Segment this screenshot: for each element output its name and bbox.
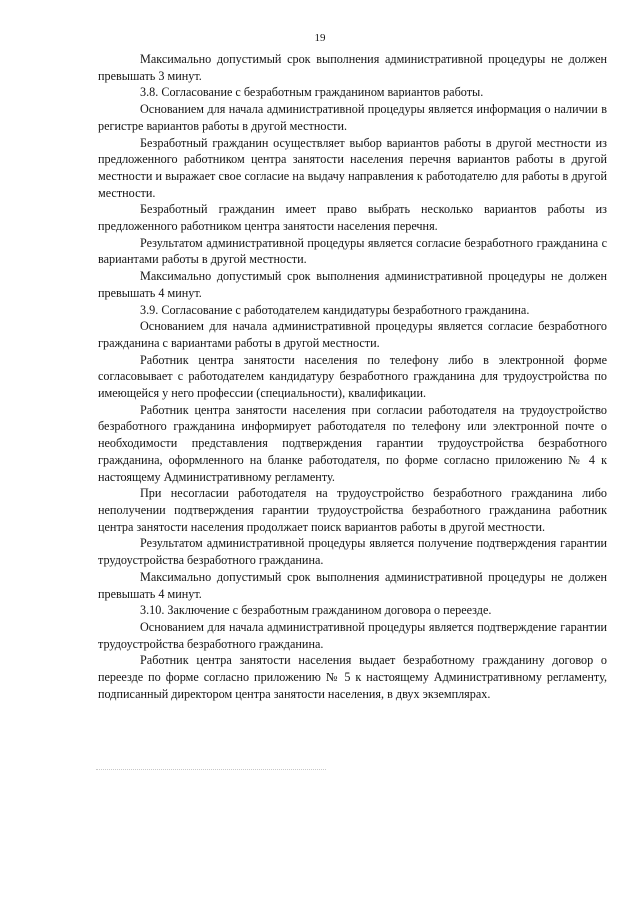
paragraph-relocation-contract: Работник центра занятости населения выдает безработному гражданину договор о переезде по форме согласно приложению № 5 к настоящему Административному регламенту, подписанный директором центра занятости населения, в двух экземплярах. [98, 653, 607, 701]
page-body [98, 51, 607, 702]
paragraph-choice-of-options: Безработный гражданин осуществляет выбор вариантов работы в другой местности из предложенного работником центра занятости населения перечня вариантов работы в другой местности и выражает свое согласие на выдачу направления к работодателю для работы в другой местности. [98, 135, 607, 200]
paragraph-right-to-choose: Безработный гражданин имеет право выбрать несколько вариантов работы из предложенного работником центра занятости населения перечня. [98, 202, 607, 234]
paragraph-employer-consent: Работник центра занятости населения при согласии работодателя на трудоустройство безработного гражданина информирует работодателя по телефону или электронной почте о необходимости представления подтверждения гарантии трудоустройства безработного гражданина, оформленного на бланке работодателя, по форме согласно приложению № 4 к настоящему Административному регламенту. [98, 402, 607, 484]
section-heading-3-9: 3.9. Согласование с работодателем кандидатуры безработного гражданина. [140, 302, 530, 317]
scan-artifact-line [96, 769, 326, 770]
paragraph-basis-3-9: Основанием для начала административной процедуры является согласие безработного гражданина с вариантами работы в другой местности. [98, 319, 607, 350]
paragraph-employer-refusal: При несогласии работодателя на трудоустройство безработного гражданина либо неполучении подтверждения гарантии трудоустройства безработного гражданина работник центра занятости населения продолжает поиск вариантов работы в другой местности. [98, 486, 607, 534]
paragraph-max-time-3-min: Максимально допустимый срок выполнения административной процедуры не должен превышать 3 минут. [98, 52, 607, 83]
page-number: 19 [314, 32, 326, 44]
paragraph-basis-3-10: Основанием для начала административной процедуры является подтверждение гарантии трудоустройства безработного гражданина. [98, 619, 607, 651]
paragraph-basis-3-8: Основанием для начала административной процедуры является информация о наличии в регистре вариантов работы в другой местности. [98, 102, 607, 133]
section-heading-3-8: 3.8. Согласование с безработным гражданином вариантов работы. [140, 85, 484, 100]
paragraph-result-3-8: Результатом административной процедуры является согласие безработного гражданина с вариантами работы в другой местности. [98, 235, 607, 267]
paragraph-result-3-9: Результатом административной процедуры является получение подтверждения гарантии трудоустройства безработного гражданина. [98, 536, 607, 568]
paragraph-max-time-4-min: Максимально допустимый срок выполнения административной процедуры не должен превышать 4 минут. [98, 269, 607, 300]
paragraph-max-time-4-min-b: Максимально допустимый срок выполнения административной процедуры не должен превышать 4 минут. [98, 569, 607, 601]
section-heading-3-10: 3.10. Заключение с безработным гражданином договора о переезде. [140, 603, 492, 618]
paragraph-employer-agreement: Работник центра занятости населения по телефону либо в электронной форме согласовывает с работодателем кандидатуру безработного гражданина для трудоустройства по имеющейся у него профессии (специальности), квалификации. [98, 352, 607, 401]
